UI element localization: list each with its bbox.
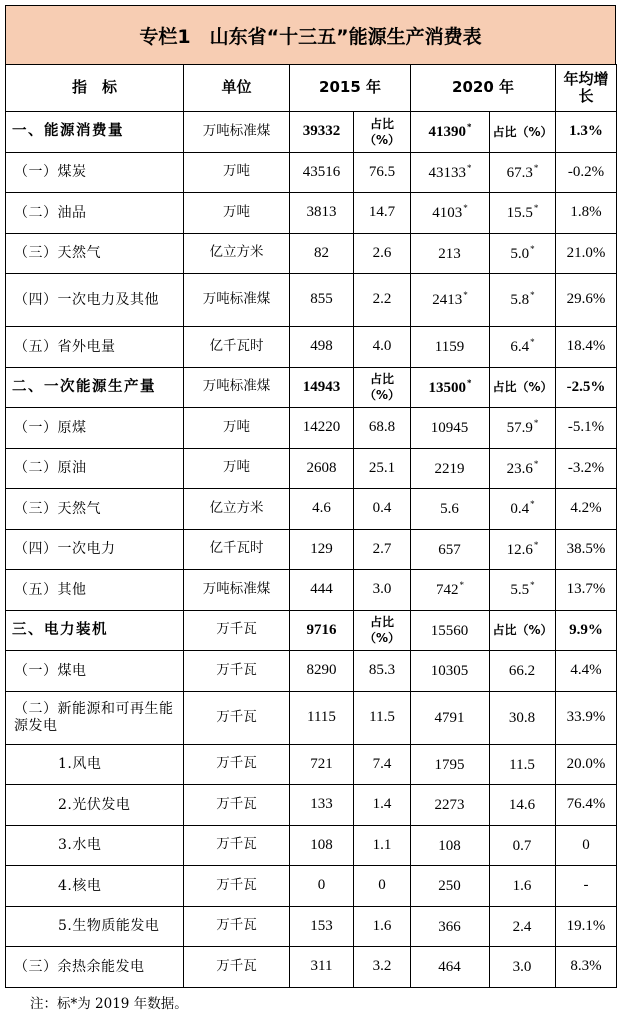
unit-cell: 亿千瓦时 <box>184 327 290 368</box>
unit-cell: 万吨 <box>184 408 290 449</box>
energy-table <box>5 64 617 988</box>
indicator-cell: （五）省外电量 <box>6 327 184 368</box>
table-row-category <box>6 610 617 651</box>
share-label-cell: 占比（%） <box>354 610 411 651</box>
value-2020-cell: 15560 <box>411 610 490 651</box>
value-2015-cell: 82 <box>290 233 354 274</box>
share-2020-cell: 30.8 <box>490 691 556 744</box>
share-2015-cell: 0 <box>354 866 411 907</box>
growth-cell: 1.3% <box>556 112 617 153</box>
growth-cell: 0 <box>556 825 617 866</box>
table-row <box>6 651 617 692</box>
table-row <box>6 570 617 611</box>
value-2015-cell: 153 <box>290 906 354 947</box>
indicator-cell: 一、能源消费量 <box>6 112 184 153</box>
table-body <box>6 112 617 988</box>
value-2015-cell: 444 <box>290 570 354 611</box>
share-2015-cell: 14.7 <box>354 193 411 234</box>
share-2015-cell: 2.2 <box>354 274 411 327</box>
header-row <box>6 65 617 112</box>
table-row <box>6 448 617 489</box>
share-2015-cell: 2.6 <box>354 233 411 274</box>
growth-cell: 9.9% <box>556 610 617 651</box>
unit-cell: 万吨标准煤 <box>184 367 290 408</box>
value-2015-cell: 0 <box>290 866 354 907</box>
growth-cell: 8.3% <box>556 947 617 988</box>
table-row <box>6 152 617 193</box>
table-row <box>6 866 617 907</box>
value-2020-cell: 4103* <box>411 193 490 234</box>
share-2015-cell: 4.0 <box>354 327 411 368</box>
value-2020-cell: 366 <box>411 906 490 947</box>
value-2015-cell: 9716 <box>290 610 354 651</box>
growth-cell: 18.4% <box>556 327 617 368</box>
unit-cell: 万千瓦 <box>184 825 290 866</box>
table-row <box>6 529 617 570</box>
share-2020-cell: 23.6* <box>490 448 556 489</box>
value-2015-cell: 721 <box>290 744 354 785</box>
share-2015-cell: 68.8 <box>354 408 411 449</box>
share-2015-cell: 11.5 <box>354 691 411 744</box>
table-row <box>6 408 617 449</box>
share-2015-cell: 25.1 <box>354 448 411 489</box>
share-2020-cell: 2.4 <box>490 906 556 947</box>
value-2020-cell: 250 <box>411 866 490 907</box>
share-2020-cell: 14.6 <box>490 785 556 826</box>
growth-cell: -3.2% <box>556 448 617 489</box>
growth-cell: -5.1% <box>556 408 617 449</box>
share-2020-cell: 57.9* <box>490 408 556 449</box>
share-2015-cell: 7.4 <box>354 744 411 785</box>
share-2015-cell: 0.4 <box>354 489 411 530</box>
unit-cell: 万千瓦 <box>184 785 290 826</box>
unit-cell: 万千瓦 <box>184 651 290 692</box>
value-2020-cell: 43133* <box>411 152 490 193</box>
value-2020-cell: 1795 <box>411 744 490 785</box>
indicator-cell: （五）其他 <box>6 570 184 611</box>
value-2020-cell: 2273 <box>411 785 490 826</box>
table-row <box>6 274 617 327</box>
value-2020-cell: 742* <box>411 570 490 611</box>
share-2020-cell: 11.5 <box>490 744 556 785</box>
growth-cell: 38.5% <box>556 529 617 570</box>
indicator-cell: （一）煤电 <box>6 651 184 692</box>
unit-cell: 万吨 <box>184 152 290 193</box>
table-row <box>6 193 617 234</box>
growth-cell: 76.4% <box>556 785 617 826</box>
share-label-cell: 占比（%） <box>490 610 556 651</box>
growth-cell: -2.5% <box>556 367 617 408</box>
unit-cell: 万千瓦 <box>184 744 290 785</box>
share-2020-cell: 3.0 <box>490 947 556 988</box>
growth-cell: 21.0% <box>556 233 617 274</box>
indicator-cell: 4.核电 <box>6 866 184 907</box>
unit-cell: 万吨 <box>184 448 290 489</box>
indicator-cell: （三）余热余能发电 <box>6 947 184 988</box>
header-unit: 单位 <box>184 65 290 112</box>
table-row <box>6 489 617 530</box>
indicator-cell: 3.水电 <box>6 825 184 866</box>
table-row <box>6 233 617 274</box>
share-2020-cell: 5.0* <box>490 233 556 274</box>
table-title: 专栏1 山东省“十三五”能源生产消费表 <box>5 5 616 65</box>
value-2020-cell: 213 <box>411 233 490 274</box>
table-row <box>6 906 617 947</box>
value-2015-cell: 14220 <box>290 408 354 449</box>
indicator-cell: 二、一次能源生产量 <box>6 367 184 408</box>
growth-cell: 4.4% <box>556 651 617 692</box>
value-2020-cell: 13500* <box>411 367 490 408</box>
unit-cell: 万千瓦 <box>184 610 290 651</box>
growth-cell: 29.6% <box>556 274 617 327</box>
indicator-cell: 1.风电 <box>6 744 184 785</box>
share-2020-cell: 0.7 <box>490 825 556 866</box>
indicator-cell: （四）一次电力及其他 <box>6 274 184 327</box>
share-2020-cell: 6.4* <box>490 327 556 368</box>
indicator-cell: 5.生物质能发电 <box>6 906 184 947</box>
growth-cell: 1.8% <box>556 193 617 234</box>
value-2020-cell: 1159 <box>411 327 490 368</box>
share-2015-cell: 1.1 <box>354 825 411 866</box>
footnote: 注：标*为 2019 年数据。 <box>30 995 188 1012</box>
value-2015-cell: 8290 <box>290 651 354 692</box>
share-2020-cell: 12.6* <box>490 529 556 570</box>
value-2015-cell: 1115 <box>290 691 354 744</box>
table-row <box>6 691 617 744</box>
value-2015-cell: 43516 <box>290 152 354 193</box>
table-row <box>6 785 617 826</box>
value-2015-cell: 3813 <box>290 193 354 234</box>
table-row <box>6 947 617 988</box>
share-2020-cell: 1.6 <box>490 866 556 907</box>
growth-cell: 20.0% <box>556 744 617 785</box>
value-2020-cell: 464 <box>411 947 490 988</box>
share-2015-cell: 1.4 <box>354 785 411 826</box>
value-2015-cell: 4.6 <box>290 489 354 530</box>
table-row-category <box>6 367 617 408</box>
share-2020-cell: 15.5* <box>490 193 556 234</box>
indicator-cell: （二）原油 <box>6 448 184 489</box>
indicator-cell: （一）煤炭 <box>6 152 184 193</box>
value-2020-cell: 10305 <box>411 651 490 692</box>
share-2020-cell: 5.5* <box>490 570 556 611</box>
value-2015-cell: 108 <box>290 825 354 866</box>
share-label-cell: 占比（%） <box>490 112 556 153</box>
unit-cell: 万千瓦 <box>184 866 290 907</box>
value-2020-cell: 4791 <box>411 691 490 744</box>
unit-cell: 万吨标准煤 <box>184 570 290 611</box>
table-row-category <box>6 112 617 153</box>
value-2015-cell: 498 <box>290 327 354 368</box>
unit-cell: 万千瓦 <box>184 906 290 947</box>
value-2020-cell: 10945 <box>411 408 490 449</box>
indicator-cell: （一）原煤 <box>6 408 184 449</box>
growth-cell: 4.2% <box>556 489 617 530</box>
value-2015-cell: 133 <box>290 785 354 826</box>
header-2015: 2015 年 <box>290 65 411 112</box>
header-growth: 年均增长 <box>556 65 617 112</box>
share-label-cell: 占比（%） <box>490 367 556 408</box>
value-2015-cell: 39332 <box>290 112 354 153</box>
unit-cell: 万吨 <box>184 193 290 234</box>
value-2020-cell: 2413* <box>411 274 490 327</box>
indicator-cell: （二）新能源和可再生能源发电 <box>6 691 184 744</box>
indicator-cell: （三）天然气 <box>6 233 184 274</box>
unit-cell: 亿千瓦时 <box>184 529 290 570</box>
document <box>5 5 616 1012</box>
share-2020-cell: 5.8* <box>490 274 556 327</box>
value-2020-cell: 108 <box>411 825 490 866</box>
value-2015-cell: 2608 <box>290 448 354 489</box>
value-2015-cell: 855 <box>290 274 354 327</box>
value-2015-cell: 311 <box>290 947 354 988</box>
share-2015-cell: 76.5 <box>354 152 411 193</box>
unit-cell: 亿立方米 <box>184 233 290 274</box>
table-row <box>6 744 617 785</box>
header-indicator: 指 标 <box>6 65 184 112</box>
indicator-cell: 2.光伏发电 <box>6 785 184 826</box>
share-2015-cell: 85.3 <box>354 651 411 692</box>
indicator-cell: （三）天然气 <box>6 489 184 530</box>
value-2020-cell: 657 <box>411 529 490 570</box>
growth-cell: 19.1% <box>556 906 617 947</box>
indicator-cell: 三、电力装机 <box>6 610 184 651</box>
indicator-cell: （四）一次电力 <box>6 529 184 570</box>
value-2020-cell: 2219 <box>411 448 490 489</box>
unit-cell: 万千瓦 <box>184 691 290 744</box>
value-2015-cell: 129 <box>290 529 354 570</box>
unit-cell: 亿立方米 <box>184 489 290 530</box>
share-2020-cell: 0.4* <box>490 489 556 530</box>
share-2020-cell: 67.3* <box>490 152 556 193</box>
share-label-cell: 占比（%） <box>354 112 411 153</box>
share-2015-cell: 2.7 <box>354 529 411 570</box>
growth-cell: - <box>556 866 617 907</box>
header-2020: 2020 年 <box>411 65 556 112</box>
table-row <box>6 825 617 866</box>
table-row <box>6 327 617 368</box>
share-2015-cell: 3.2 <box>354 947 411 988</box>
share-2015-cell: 3.0 <box>354 570 411 611</box>
growth-cell: 33.9% <box>556 691 617 744</box>
value-2020-cell: 5.6 <box>411 489 490 530</box>
unit-cell: 万吨标准煤 <box>184 112 290 153</box>
value-2015-cell: 14943 <box>290 367 354 408</box>
value-2020-cell: 41390* <box>411 112 490 153</box>
indicator-cell: （二）油品 <box>6 193 184 234</box>
growth-cell: 13.7% <box>556 570 617 611</box>
share-2020-cell: 66.2 <box>490 651 556 692</box>
share-2015-cell: 1.6 <box>354 906 411 947</box>
unit-cell: 万千瓦 <box>184 947 290 988</box>
unit-cell: 万吨标准煤 <box>184 274 290 327</box>
share-label-cell: 占比（%） <box>354 367 411 408</box>
growth-cell: -0.2% <box>556 152 617 193</box>
